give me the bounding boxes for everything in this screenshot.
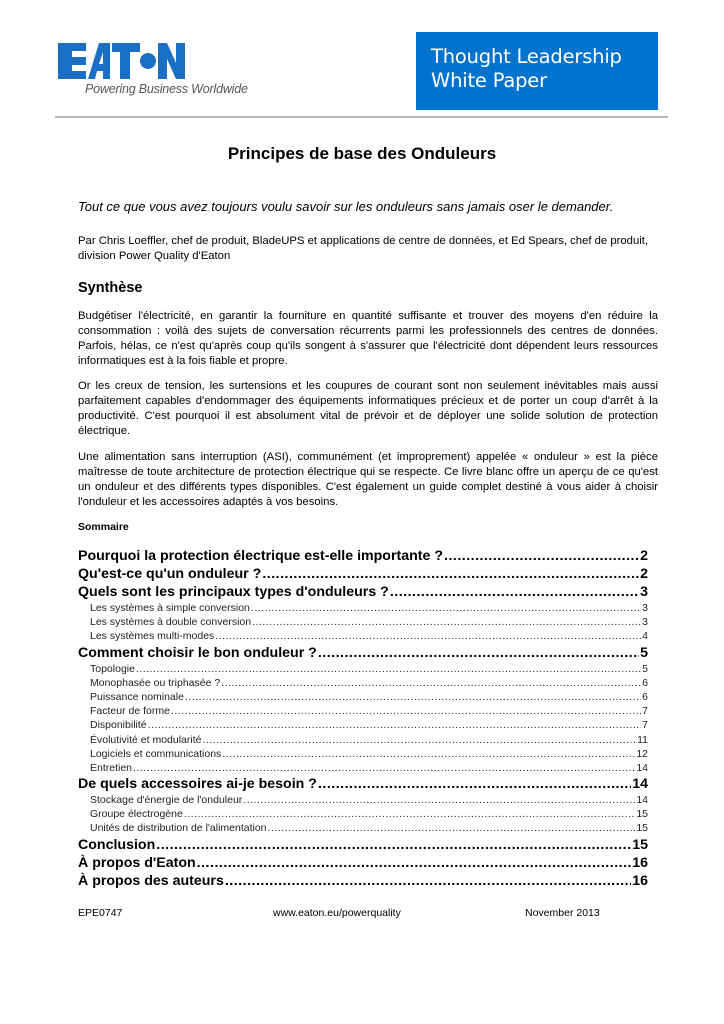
toc-page-number: 14	[636, 761, 648, 774]
toc-leader-dots	[184, 807, 635, 821]
authors: Par Chris Loeffler, chef de produit, BladeUPS et applications de centre de données, et Ed Spears, chef de produit, division Power Quality d'Eaton	[78, 235, 649, 262]
white-paper-banner	[416, 32, 658, 110]
toc-leader-dots	[202, 733, 636, 747]
footer-date: November 2013	[525, 907, 600, 919]
toc-page-number: 7	[642, 719, 648, 732]
toc-entry-title: Pourquoi la protection électrique est-elle importante ?	[78, 548, 443, 564]
toc-entry-title: Groupe électrogène	[90, 808, 183, 821]
footer-doc-code: EPE0747	[78, 907, 123, 919]
header-divider	[55, 116, 668, 118]
toc-page-number: 16	[632, 872, 648, 889]
toc-entry-title: Disponibilité	[90, 719, 147, 732]
toc-entry-title: Les systèmes à simple conversion	[90, 602, 250, 614]
toc-entry[interactable]	[78, 836, 648, 854]
toc-leader-dots	[148, 718, 642, 732]
toc-subentry[interactable]	[78, 676, 648, 690]
toc-subentry[interactable]	[78, 761, 648, 775]
toc-entry-title: Les systèmes multi-modes	[90, 630, 215, 643]
toc-entry-title: À propos des auteurs	[78, 872, 224, 889]
toc-subentry[interactable]	[78, 718, 648, 732]
toc-leader-dots	[225, 872, 631, 890]
toc-subentry[interactable]	[78, 601, 648, 615]
toc-leader-dots	[444, 547, 639, 565]
toc-leader-dots	[136, 662, 641, 676]
toc-entry-title: Logiciels et communications	[90, 747, 222, 760]
toc-leader-dots	[390, 583, 639, 601]
toc-page-number: 5	[640, 644, 648, 661]
toc-subentry[interactable]	[78, 704, 648, 718]
toc-leader-dots	[318, 644, 639, 662]
toc-entry-title: Unités de distribution de l'alimentation	[90, 822, 267, 835]
toc-page-number: 15	[636, 822, 648, 835]
table-of-contents	[78, 547, 648, 890]
toc-page-number: 4	[642, 630, 648, 643]
paragraph: Budgétiser l'électricité, en garantir la fourniture en quantité suffisante et trouver des moyens d'en réduire la consommation : voilà des sujets de conversation récurrents parmi les professionnels des centres de données. Parfois, hélas, ce n'est qu'après coup qu'ils songent à s'assurer que l'électricité dont dépendent leurs ressources informatiques est à la fois fiable et propre.	[78, 310, 658, 367]
toc-page-number: 15	[636, 808, 648, 821]
toc-entry-title: Évolutivité et modularité	[90, 733, 202, 746]
subtitle: Tout ce que vous avez toujours voulu savoir sur les onduleurs sans jamais oser le demander.	[78, 199, 614, 214]
toc-entry[interactable]	[78, 644, 648, 662]
toc-leader-dots	[251, 601, 641, 615]
toc-entry-title: Quels sont les principaux types d'onduleurs ?	[78, 584, 389, 600]
toc-page-number: 6	[642, 690, 648, 703]
toc-subentry[interactable]	[78, 615, 648, 629]
toc-page-number: 7	[642, 705, 648, 718]
toc-entry-title: Comment choisir le bon onduleur ?	[78, 644, 317, 661]
paragraph: Une alimentation sans interruption (ASI), communément (et improprement) appelée « onduleur » est la pièce maîtresse de toute architecture de protection électrique qui se respecte. Ce livre blanc offre un aperçu de ce qu'est un onduleur et des différents types disponibles. C'est également un guide complet destiné à vous aider à choisir l'onduleur et les accessoires adaptés à vos besoins.	[78, 451, 658, 508]
banner-line-1: Thought Leadership	[431, 45, 622, 68]
toc-page-number: 14	[636, 794, 648, 807]
toc-entry-title: Conclusion	[78, 836, 156, 853]
toc-subentry[interactable]	[78, 807, 648, 821]
toc-entry[interactable]	[78, 775, 648, 793]
toc-label: Sommaire	[78, 521, 129, 533]
toc-entry-title: À propos d'Eaton	[78, 854, 196, 871]
toc-entry-title: Topologie	[90, 662, 135, 675]
toc-entry-title: Facteur de forme	[90, 705, 170, 718]
toc-entry[interactable]	[78, 872, 648, 890]
toc-leader-dots	[252, 615, 641, 629]
toc-page-number: 15	[632, 836, 648, 853]
toc-leader-dots	[222, 747, 635, 761]
toc-leader-dots	[243, 793, 635, 807]
toc-leader-dots	[268, 821, 636, 835]
paragraph: Or les creux de tension, les surtensions et les coupures de courant sont non seulement inévitables mais aussi parfaitement capables d'endommager des équipements informatiques précieux et de porter un coup d'arrêt à la productivité. C'est pourquoi il est absolument vital de prévoir et de déployer une solide solution de protection électrique.	[78, 380, 658, 437]
toc-subentry[interactable]	[78, 629, 648, 643]
toc-leader-dots	[156, 836, 631, 854]
toc-entry-title: Entretien	[90, 761, 133, 774]
toc-entry-title: Les systèmes à double conversion	[90, 616, 252, 629]
toc-entry-title: Stockage d'énergie de l'onduleur	[90, 794, 243, 807]
toc-page-number: 11	[637, 733, 648, 746]
toc-leader-dots	[262, 565, 639, 583]
banner-line-2: White Paper	[431, 69, 547, 92]
toc-entry[interactable]	[78, 583, 648, 601]
toc-page-number: 16	[632, 854, 648, 871]
toc-page-number: 3	[642, 602, 648, 614]
toc-page-number: 3	[642, 616, 648, 629]
toc-entry-title: Puissance nominale	[90, 690, 184, 703]
toc-entry[interactable]	[78, 565, 648, 583]
toc-subentry[interactable]	[78, 690, 648, 704]
toc-entry-title: Qu'est-ce qu'un onduleur ?	[78, 566, 262, 582]
toc-page-number: 2	[640, 548, 648, 564]
page-title: Principes de base des Onduleurs	[227, 144, 497, 163]
tagline: Powering Business Worldwide	[85, 82, 248, 96]
toc-leader-dots	[171, 704, 641, 718]
toc-leader-dots	[197, 854, 632, 872]
toc-page-number: 2	[640, 566, 648, 582]
toc-entry-title: Monophasée ou triphasée ?	[90, 676, 221, 689]
toc-leader-dots	[185, 690, 641, 704]
toc-page-number: 5	[642, 662, 648, 675]
section-heading-synthese: Synthèse	[78, 280, 143, 296]
toc-page-number: 3	[640, 584, 648, 600]
toc-subentry[interactable]	[78, 733, 648, 747]
toc-entry-title: De quels accessoires ai-je besoin ?	[78, 776, 317, 793]
toc-page-number: 12	[636, 747, 648, 760]
toc-subentry[interactable]	[78, 662, 648, 676]
toc-page-number: 6	[642, 676, 648, 689]
toc-subentry[interactable]	[78, 793, 648, 807]
toc-leader-dots	[221, 676, 641, 690]
toc-page-number: 14	[632, 776, 648, 793]
toc-leader-dots	[215, 629, 641, 643]
toc-entry[interactable]	[78, 547, 648, 565]
toc-subentry[interactable]	[78, 747, 648, 761]
toc-leader-dots	[133, 761, 635, 775]
toc-subentry[interactable]	[78, 821, 648, 835]
toc-leader-dots	[318, 775, 631, 793]
toc-entry[interactable]	[78, 854, 648, 872]
footer-url[interactable]: www.eaton.eu/powerquality	[273, 907, 401, 919]
